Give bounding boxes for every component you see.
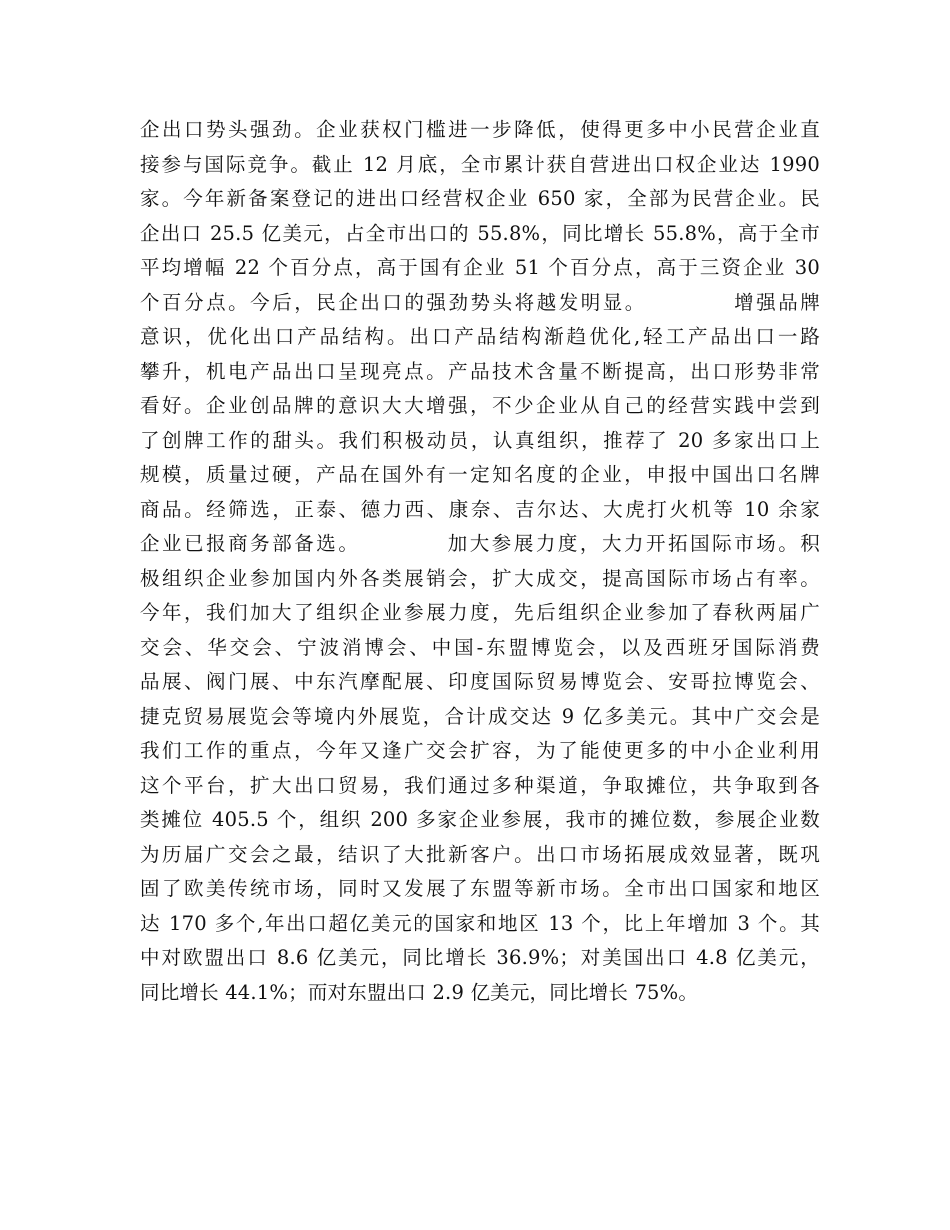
text-line: 极组织企业参加国内外各类展销会，扩大成交，提高国际市场占有率。 bbox=[140, 566, 820, 590]
text-line: 家。今年新备案登记的进出口经营权企业 650 家，全部为民营企业。民 bbox=[140, 187, 820, 210]
text-line: 今年，我们加大了组织企业参展力度，先后组织企业参加了春秋两届广 bbox=[140, 601, 820, 624]
text-line: 企业已报商务部备选。 加大参展力度，大力开拓国际市场。积 bbox=[140, 532, 820, 555]
text-line: 交会、华交会、宁波消博会、中国-东盟博览会，以及西班牙国际消费 bbox=[140, 635, 820, 659]
text-line: 达 170 多个,年出口超亿美元的国家和地区 13 个，比上年增加 3 个。其 bbox=[140, 911, 820, 935]
text-line: 个百分点。今后，民企出口的强劲势头将越发明显。 增强品牌 bbox=[140, 290, 820, 314]
text-line: 平均增幅 22 个百分点，高于国有企业 51 个百分点，高于三资企业 30 bbox=[140, 256, 820, 279]
text-line: 意识，优化出口产品结构。出口产品结构渐趋优化,轻工产品出口一路 bbox=[140, 325, 820, 348]
text-line: 这个平台，扩大出口贸易，我们通过多种渠道，争取摊位，共争取到各 bbox=[140, 773, 820, 797]
text-line: 企出口势头强劲。企业获权门槛进一步降低，使得更多中小民营企业直 bbox=[140, 118, 820, 141]
body-text bbox=[140, 113, 820, 1010]
text-line: 了创牌工作的甜头。我们积极动员，认真组织，推荐了 20 多家出口上 bbox=[140, 428, 820, 452]
text-line: 攀升，机电产品出口呈现亮点。产品技术含量不断提高，出口形势非常 bbox=[140, 359, 820, 383]
text-line: 企出口 25.5 亿美元，占全市出口的 55.8%，同比增长 55.8%，高于全市 bbox=[140, 221, 820, 245]
text-line: 接参与国际竞争。截止 12 月底，全市累计获自营进出口权企业达 1990 bbox=[140, 152, 820, 176]
text-line: 捷克贸易展览会等境内外展览，合计成交达 9 亿多美元。其中广交会是 bbox=[140, 704, 820, 728]
text-line: 为历届广交会之最，结识了大批新客户。出口市场拓展成效显著，既巩 bbox=[140, 842, 820, 866]
text-line: 同比增长 44.1%；而对东盟出口 2.9 亿美元，同比增长 75%。 bbox=[140, 980, 699, 1004]
text-line: 规模，质量过硬，产品在国外有一定知名度的企业，申报中国出口名牌 bbox=[140, 463, 820, 486]
text-line: 类摊位 405.5 个，组织 200 多家企业参展，我市的摊位数，参展企业数 bbox=[140, 808, 820, 831]
text-line: 看好。企业创品牌的意识大大增强，不少企业从自己的经营实践中尝到 bbox=[140, 394, 820, 417]
text-line: 商品。经筛选，正泰、德力西、康奈、吉尔达、大虎打火机等 10 余家 bbox=[140, 497, 820, 521]
text-line: 中对欧盟出口 8.6 亿美元，同比增长 36.9%；对美国出口 4.8 亿美元， bbox=[140, 946, 820, 969]
text-line: 固了欧美传统市场，同时又发展了东盟等新市场。全市出口国家和地区 bbox=[140, 877, 820, 900]
text-line: 我们工作的重点，今年又逢广交会扩容，为了能使更多的中小企业利用 bbox=[140, 739, 820, 762]
text-line: 品展、阀门展、中东汽摩配展、印度国际贸易博览会、安哥拉博览会、 bbox=[140, 670, 820, 693]
